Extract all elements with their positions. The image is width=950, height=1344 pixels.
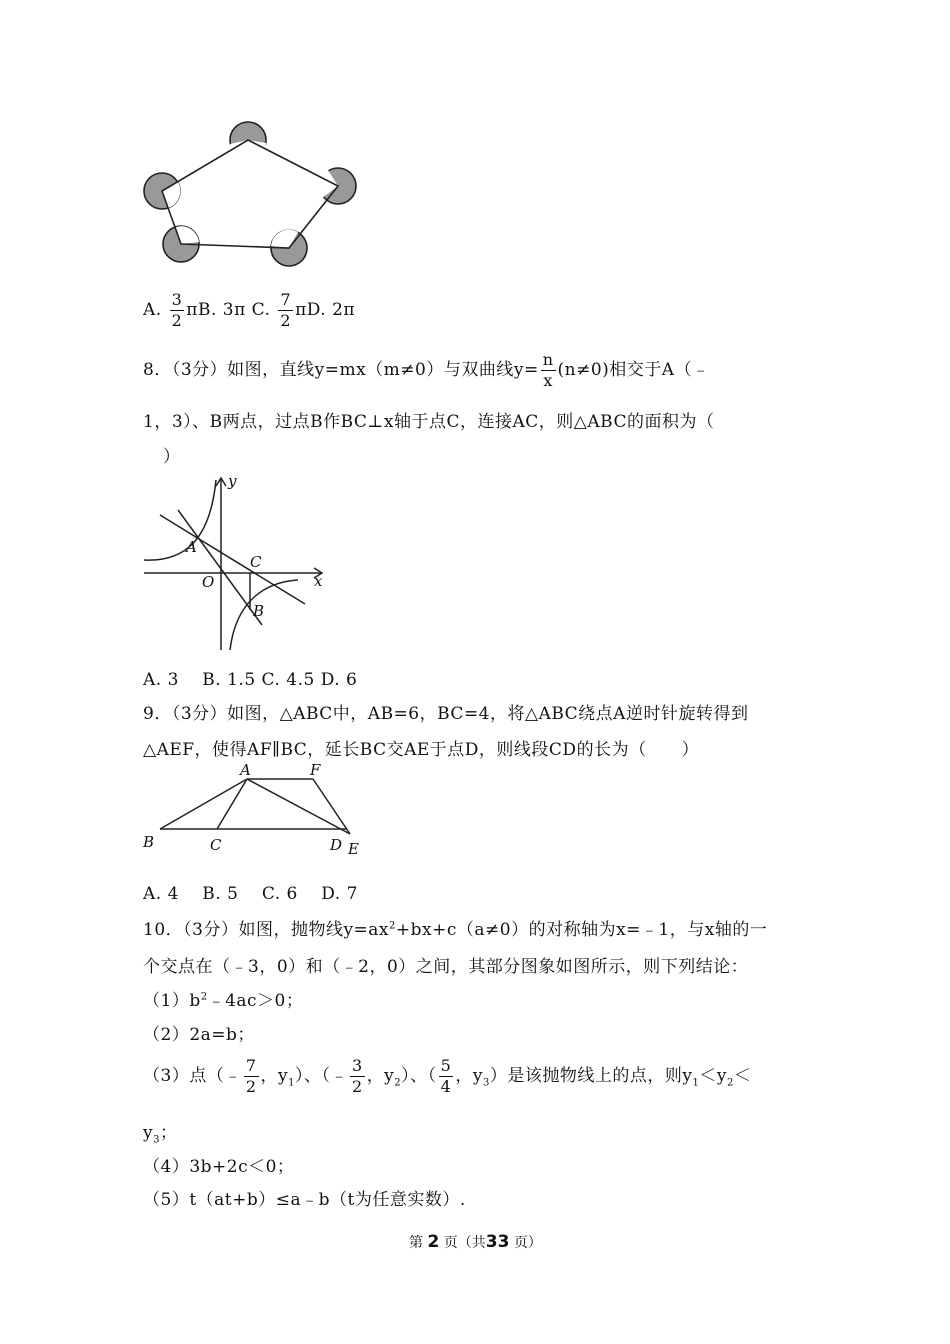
q10-conclusion-1: $(1)b^2﹣4ac>0$；: [143, 991, 304, 1011]
q9-label-a: A: [240, 762, 251, 779]
q7-option-c-prefix: C.: [251, 300, 271, 320]
q7-option-a-prefix: A.: [143, 300, 162, 320]
q9-line-1: 9．（3分）如图，△ABC中，AB=6，BC=4，将△ABC绕点A逆时针旋转得到: [143, 704, 749, 724]
page-total: 33: [485, 1232, 510, 1252]
q10-conclusion-4: （4）3b+2c＜0；: [143, 1157, 295, 1177]
q10-conclusion-5: （5）t（at+b）≤a﹣b（t为任意实数）.: [143, 1190, 466, 1210]
q7-option-d: D. 2π: [306, 300, 356, 320]
q8-graph-figure: [140, 470, 340, 652]
q8-label-o: O: [202, 573, 215, 591]
q7-option-b: B. 3π: [197, 300, 246, 320]
q10-conclusion-3: （3）点（﹣ $\frac{7}{2}$ ，$y_1$）、（﹣ $\frac{3}{2}$ ，$y_2$）、（ $\frac{5}{4}$ ，$y_3$）是该抛物线上的点，则$y_1<y_2<$: [143, 1056, 752, 1096]
q8-label-y: y: [228, 472, 237, 490]
q9-label-f: F: [310, 762, 321, 779]
q8-options: A. 3 B. 1.5 C. 4.5 D. 6: [143, 670, 358, 690]
page-number: 2: [427, 1232, 440, 1252]
q8-label-a: A: [186, 538, 197, 556]
q10-conclusion-3-cont: $y_3$；: [143, 1123, 178, 1146]
q10-conclusion-2: （2）2a=b；: [143, 1025, 255, 1045]
q9-line-2: △AEF，使得AF∥BC，延长BC交AE于点D，则线段CD的长为（ ）: [143, 740, 700, 760]
q7-option-a-fraction: $\frac{3}{2}$: [171, 290, 183, 330]
q10-line-2: 个交点在（﹣3，0）和（﹣2，0）之间，其部分图象如图所示，则下列结论：: [143, 957, 749, 977]
q8-label-b: B: [253, 602, 265, 620]
q7-options: A. $\frac{3}{2}$ πB. 3π C. $\frac{7}{2}$ πD. 2π: [143, 290, 356, 330]
pentagon-figure: [138, 118, 363, 273]
q8-fraction: $\frac{n}{x}$: [542, 350, 554, 390]
q8-line-1: 8．（3分）如图，直线y=mx（m≠0）与双曲线y= $\frac{n}{x}$ (n≠0)相交于A（﹣: [143, 350, 710, 390]
q8-label-c: C: [250, 553, 262, 571]
q8-line-3: ）: [163, 447, 181, 467]
q9-label-b: B: [143, 833, 155, 851]
q9-label-e: E: [348, 840, 359, 858]
q8-line-2: 1，3）、B两点，过点B作BC⊥x轴于点C，连接AC，则△ABC的面积为（: [143, 412, 715, 432]
q9-label-d: D: [330, 836, 343, 854]
q9-options: A. 4 B. 5 C. 6 D. 7: [143, 884, 358, 904]
q8-label-x: x: [314, 572, 323, 590]
q9-label-c: C: [210, 836, 222, 854]
page-footer: 第 2 页（共33 页）: [409, 1232, 542, 1252]
q9-triangle-figure: [140, 762, 370, 858]
q7-option-c-fraction: $\frac{7}{2}$: [280, 290, 292, 330]
q10-line-1: 10．（3分）如图，抛物线$y=ax^2+bx+c(a\ne 0)$的对称轴为x=﹣1，与x轴的一: [143, 920, 768, 940]
